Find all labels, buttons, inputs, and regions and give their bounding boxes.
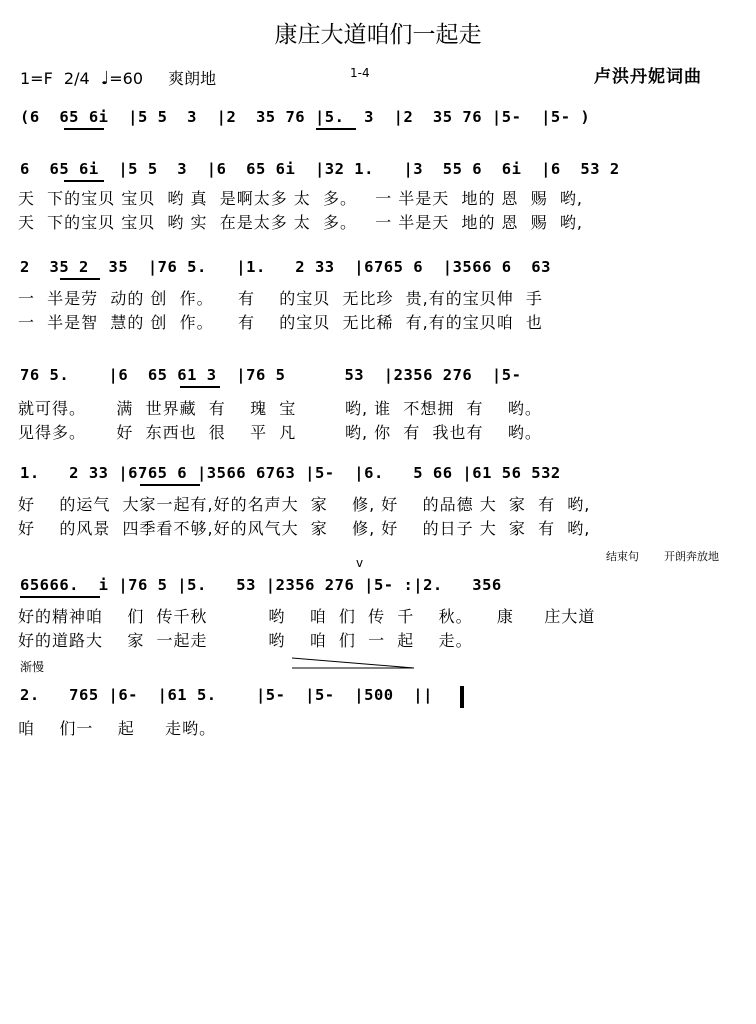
- page-number: 1-4: [350, 66, 370, 80]
- beam-line: [20, 596, 100, 598]
- beam-line: [64, 128, 104, 130]
- tempo-marking: =60: [109, 69, 143, 88]
- composer-credit: 卢洪丹妮词曲: [594, 67, 702, 87]
- song-title: 康庄大道咱们一起走: [274, 22, 482, 48]
- system-3-lyrics-verse-2: 一 半是智 慧的 创 作。 有 的宝贝 无比稀 有,有的宝贝咱 也: [18, 313, 543, 332]
- system-2-lyrics-verse-1: 天 下的宝贝 宝贝 哟 真 是啊太多 太 多。 一 半是天 地的 恩 赐 哟,: [18, 189, 583, 208]
- system-2-notes: 6 65 6i |5 5 3 |6 65 6i |32 1. |3 55 6 6i |6 53 2: [20, 160, 620, 178]
- mood-marking: 爽朗地: [168, 69, 217, 88]
- system-5-lyrics-verse-2: 好 的风景 四季看不够,好的风气大 家 修, 好 的日子 大 家 有 哟,: [18, 519, 591, 538]
- system-6-notes: 65666. i |76 5 |5. 53 |2356 276 |5- :|2. 356: [20, 576, 502, 594]
- system-7-lyrics-verse-1: 咱 们一 起 走哟。: [18, 719, 217, 738]
- system-7-notes: 2. 765 |6- |61 5. |5- |5- |500 ||: [20, 686, 433, 704]
- final-barline: [460, 686, 464, 708]
- system-2-lyrics-verse-2: 天 下的宝贝 宝贝 哟 实 在是太多 太 多。 一 半是天 地的 恩 赐 哟,: [18, 213, 583, 232]
- system-4-lyrics-verse-2: 见得多。 好 东西也 很 平 凡 哟, 你 有 我也有 哟。: [18, 423, 542, 442]
- system-5-notes: 1. 2 33 |6765 6 |3566 6763 |5- |6. 5 66 |61 56 532: [20, 464, 561, 482]
- system-6-lyrics-verse-2: 好的道路大 家 一起走 哟 咱 们 一 起 走。: [18, 631, 473, 650]
- beam-line: [64, 180, 104, 182]
- ending-label: 结束句: [606, 550, 639, 563]
- system-3-lyrics-verse-1: 一 半是劳 动的 创 作。 有 的宝贝 无比珍 贵,有的宝贝伸 手: [18, 289, 543, 308]
- beam-line: [140, 484, 200, 486]
- ritardando-marking: 渐慢: [20, 660, 45, 674]
- beam-line: [180, 386, 220, 388]
- beam-line: [60, 278, 100, 280]
- score-meta: [20, 66, 222, 89]
- system-4-notes: 76 5. |6 65 61 3 |76 5 53 |2356 276 |5-: [20, 366, 522, 384]
- quarter-note-icon: ♩: [100, 68, 110, 89]
- decrescendo-hairpin-icon: [292, 656, 416, 670]
- system-6-lyrics-verse-1: 好的精神咱 们 传千秋 哟 咱 们 传 千 秋。 康 庄大道: [18, 607, 596, 626]
- breath-mark: v: [356, 556, 364, 570]
- expression-marking: 开朗奔放地: [664, 550, 719, 563]
- key-signature: 1=F: [20, 69, 53, 88]
- system-1-notes: (6 65 6i |5 5 3 |2 35 76 |5. 3 |2 35 76 |5- |5- ): [20, 108, 591, 126]
- beam-line: [316, 128, 356, 130]
- system-3-notes: 2 35 2 35 |76 5. |1. 2 33 |6765 6 |3566 6 63: [20, 258, 551, 276]
- time-signature: 2/4: [63, 69, 90, 88]
- system-5-lyrics-verse-1: 好 的运气 大家一起有,好的名声大 家 修, 好 的品德 大 家 有 哟,: [18, 495, 591, 514]
- system-4-lyrics-verse-1: 就可得。 满 世界藏 有 瑰 宝 哟, 谁 不想拥 有 哟。: [18, 399, 542, 418]
